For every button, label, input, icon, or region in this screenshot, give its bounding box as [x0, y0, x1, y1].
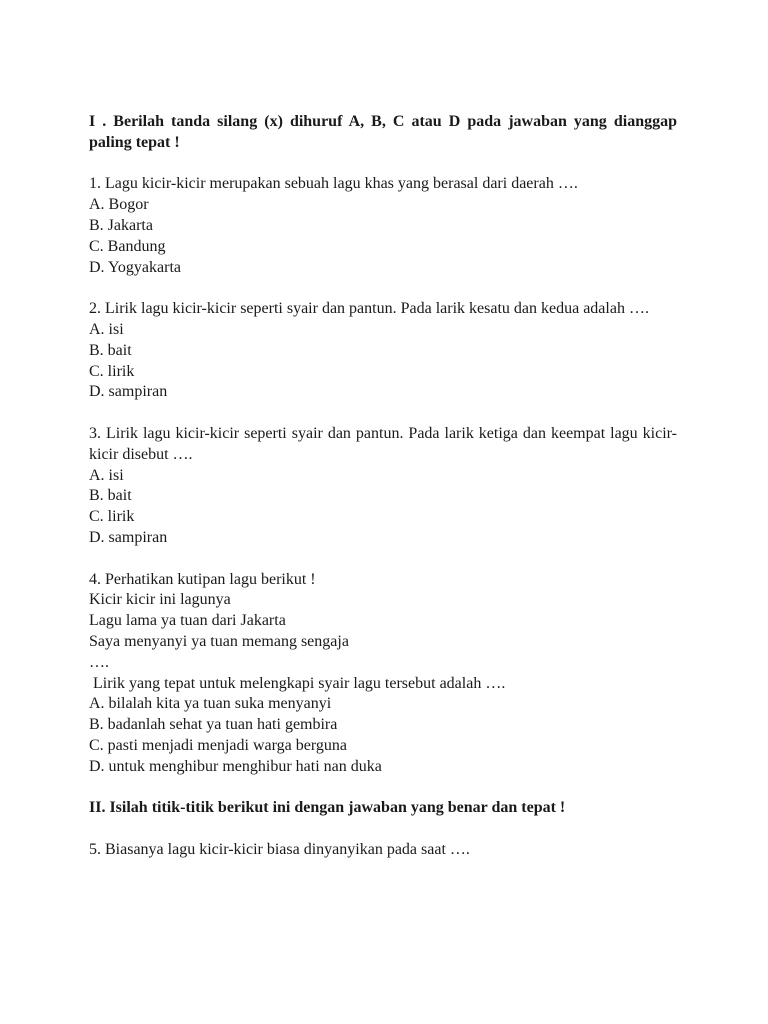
question-1-option-a: A. Bogor — [89, 196, 149, 214]
question-5-text: 5. Biasanya lagu kicir-kicir biasa dinyanyikan pada saat …. — [89, 840, 470, 858]
question-3-option-a: A. isi — [89, 466, 124, 484]
question-2-option-b: B. bait — [89, 341, 132, 359]
question-1-option-b: B. Jakarta — [89, 216, 153, 234]
question-2-option-a: A. isi — [89, 320, 124, 338]
question-4-option-c: C. pasti menjadi menjadi warga berguna — [89, 736, 348, 754]
question-4-text: 4. Perhatikan kutipan lagu berikut ! — [89, 570, 316, 588]
question-2-option-d: D. sampiran — [89, 383, 168, 401]
question-3-option-b: B. bait — [89, 487, 132, 505]
question-3 — [89, 424, 677, 549]
question-1-option-d: D. Yogyakarta — [89, 258, 181, 276]
lyric-line-2: Lagu lama ya tuan dari Jakarta — [89, 612, 286, 630]
question-1-text: 1. Lagu kicir-kicir merupakan sebuah lagu khas yang berasal dari daerah …. — [89, 175, 578, 193]
question-1-option-c: C. Bandung — [89, 237, 166, 255]
question-4-option-a: A. bilalah kita ya tuan suka menyanyi — [89, 695, 332, 713]
question-3-text: 3. Lirik lagu kicir-kicir seperti syair dan pantun. Pada larik ketiga dan keempat lagu kicir-kicir disebut …. — [89, 424, 677, 463]
lyric-line-3: Saya menyanyi ya tuan memang sengaja — [89, 632, 349, 650]
lyric-line-1: Kicir kicir ini lagunya — [89, 591, 231, 609]
lyric-ellipsis: …. — [89, 653, 109, 671]
question-2-text: 2. Lirik lagu kicir-kicir seperti syair dan pantun. Pada larik kesatu dan kedua adalah …. — [89, 300, 649, 318]
section-2-heading: II. Isilah titik-titik berikut ini dengan jawaban yang benar dan tepat ! — [89, 799, 566, 817]
question-4 — [89, 570, 677, 778]
document-page — [89, 112, 677, 861]
question-2 — [89, 299, 677, 403]
question-3-option-c: C. lirik — [89, 508, 135, 526]
question-3-option-d: D. sampiran — [89, 528, 168, 546]
question-2-option-c: C. lirik — [89, 362, 135, 380]
question-4-option-d: D. untuk menghibur menghibur hati nan duka — [89, 757, 382, 775]
question-4-option-b: B. badanlah sehat ya tuan hati gembira — [89, 716, 338, 734]
question-1 — [89, 174, 677, 278]
question-5 — [89, 840, 677, 861]
question-4-prompt: Lirik yang tepat untuk melengkapi syair lagu tersebut adalah …. — [89, 674, 506, 692]
section-1-heading: I . Berilah tanda silang (x) dihuruf A, B, C atau D pada jawaban yang dianggap paling tepat ! — [89, 113, 677, 151]
